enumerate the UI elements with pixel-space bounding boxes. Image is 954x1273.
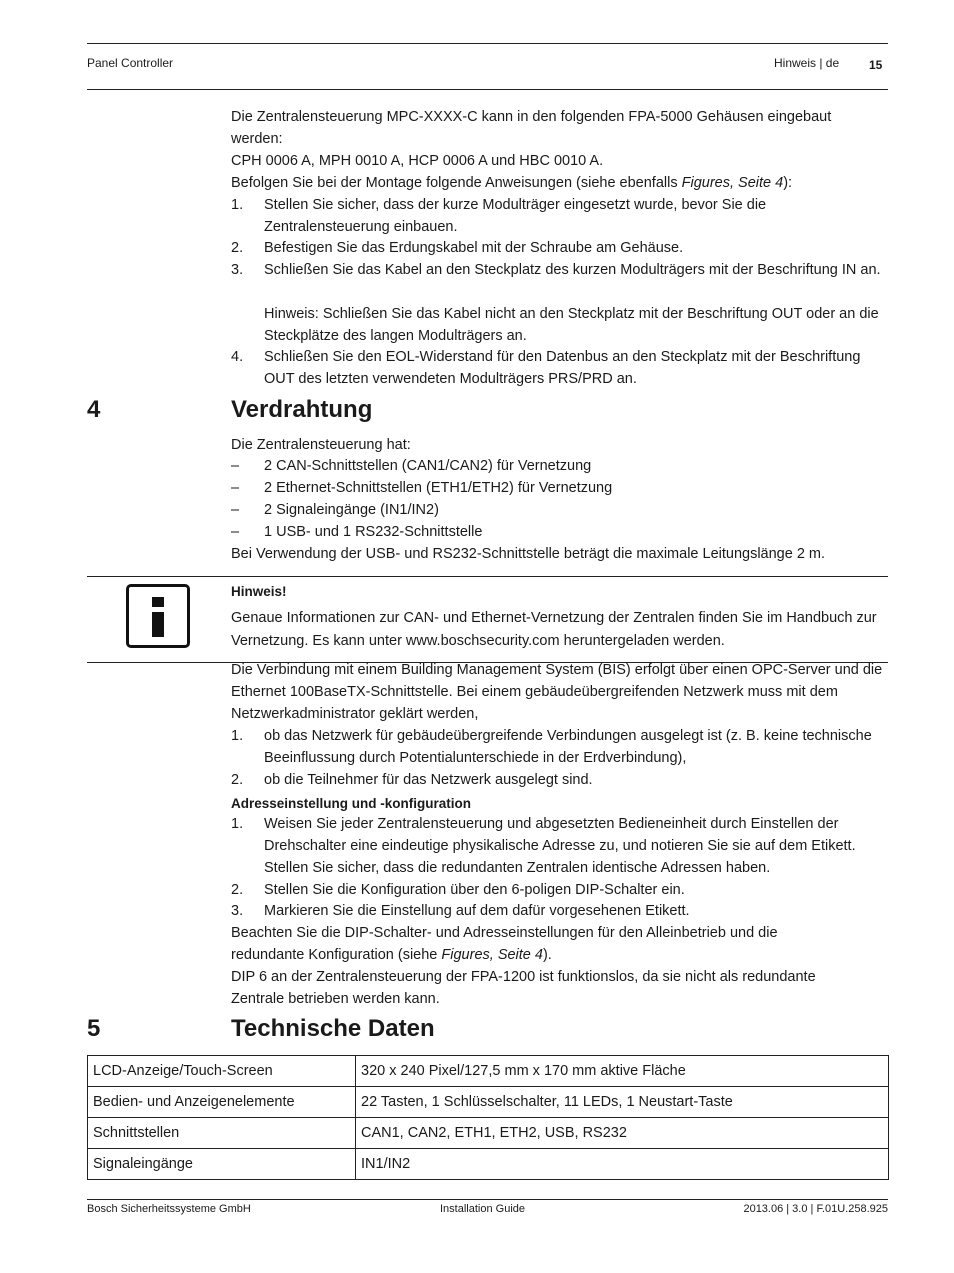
footer-company: Bosch Sicherheitssysteme GmbH bbox=[87, 1203, 251, 1215]
table-cell-value: IN1/IN2 bbox=[356, 1149, 889, 1180]
address-step-number: 3. bbox=[231, 903, 244, 919]
mounting-instruction-text: Befolgen Sie bei der Montage folgende Anweisungen (siehe ebenfalls bbox=[231, 175, 682, 191]
step-number: 3. bbox=[231, 262, 244, 278]
step-text: Stellen Sie sicher, dass der kurze Modulträger eingesetzt wurde, bevor Sie die Zentralensteuerung einbauen. bbox=[264, 197, 767, 235]
check-number: 2. bbox=[231, 772, 244, 788]
notice-top-rule bbox=[87, 576, 888, 577]
notice-text: Genaue Informationen zur CAN- und Ethernet-Vernetzung der Zentralen finden Sie im Handbuch zur Vernetzung. Es kann unter www.boschsecurity.com heruntergeladen werden. bbox=[231, 610, 877, 649]
check-text: ob die Teilnehmer für das Netzwerk ausgelegt sind. bbox=[264, 772, 593, 788]
bullet-dash: – bbox=[231, 480, 240, 496]
bullet-dash: – bbox=[231, 524, 240, 540]
check-text: ob das Netzwerk für gebäudeübergreifende Verbindungen ausgelegt ist (z. B. keine technische Beeinflussung durch Potentialunterschiede in der Erdverbindung), bbox=[264, 728, 872, 766]
mounting-instruction bbox=[231, 172, 891, 194]
notice-title: Hinweis! bbox=[231, 584, 287, 599]
table-cell-label: Schnittstellen bbox=[88, 1118, 356, 1149]
table-cell-label: Bedien- und Anzeigenelemente bbox=[88, 1087, 356, 1118]
table-row bbox=[88, 1149, 889, 1180]
intro-paragraph: Die Zentralensteuerung MPC-XXXX-C kann in den folgenden FPA-5000 Gehäusen eingebaut werden: bbox=[231, 109, 832, 147]
address-step-number: 1. bbox=[231, 816, 244, 832]
header-section-label: Hinweis | de bbox=[774, 56, 840, 70]
dip6-note: DIP 6 an der Zentralensteuerung der FPA-1200 ist funktionslos, da sie nicht als redundante Zentrale betrieben werden kann. bbox=[231, 969, 816, 1007]
bullet-text: 1 USB- und 1 RS232-Schnittstelle bbox=[264, 524, 483, 540]
wiring-lead: Die Zentralensteuerung hat: bbox=[231, 437, 411, 453]
address-step-text: Markieren Sie die Einstellung auf dem dafür vorgesehenen Etikett. bbox=[264, 903, 690, 919]
table-cell-value: CAN1, CAN2, ETH1, ETH2, USB, RS232 bbox=[356, 1118, 889, 1149]
bullet-dash: – bbox=[231, 458, 240, 474]
section-title: Technische Daten bbox=[231, 1015, 435, 1042]
section-number: 5 bbox=[87, 1015, 101, 1042]
section-title: Verdrahtung bbox=[231, 396, 373, 423]
table-cell-label: Signaleingänge bbox=[88, 1149, 356, 1180]
table-row bbox=[88, 1118, 889, 1149]
step-text: Schließen Sie den EOL-Widerstand für den Datenbus an den Steckplatz mit der Beschriftung OUT des letzten verwendeten Modulträgers PRS/PRD an. bbox=[264, 349, 861, 387]
step-number: 2. bbox=[231, 240, 244, 256]
table-row bbox=[88, 1056, 889, 1087]
figures-reference-link[interactable]: Figures, Seite 4 bbox=[681, 175, 784, 191]
address-subheading: Adresseinstellung und -konfiguration bbox=[231, 796, 472, 811]
info-icon bbox=[126, 584, 190, 648]
footer-rule bbox=[87, 1199, 888, 1200]
dip-note-end: ). bbox=[542, 947, 552, 963]
bullet-dash: – bbox=[231, 502, 240, 518]
step-note: Hinweis: Schließen Sie das Kabel nicht an den Steckplatz mit der Beschriftung OUT oder an die Steckplätze des langen Modulträgers an. bbox=[264, 306, 879, 344]
footer-version: 2013.06 | 3.0 | F.01U.258.925 bbox=[743, 1203, 888, 1215]
address-step-text: Stellen Sie die Konfiguration über den 6-poligen DIP-Schalter ein. bbox=[264, 882, 685, 898]
step-text: Schließen Sie das Kabel an den Steckplatz des kurzen Modulträgers mit der Beschriftung IN an. bbox=[264, 262, 881, 278]
header-doc-title: Panel Controller bbox=[87, 56, 174, 70]
figures-reference-link[interactable]: Figures, Seite 4 bbox=[441, 947, 543, 963]
technical-data-table bbox=[87, 1055, 889, 1180]
address-step-text: Weisen Sie jeder Zentralensteuerung und abgesetzten Bedieneinheit durch Einstellen der Drehschalter eine eindeutige physikalische Adresse zu, und notieren Sie sie auf dem Etikett. Stellen Sie sicher, dass die redundanten Zentralen identische Adressen haben. bbox=[264, 816, 856, 876]
mounting-instruction-end: ): bbox=[783, 175, 793, 191]
header-top-rule bbox=[87, 43, 888, 44]
step-number: 4. bbox=[231, 349, 244, 365]
table-cell-value: 22 Tasten, 1 Schlüsselschalter, 11 LEDs, 1 Neustart-Taste bbox=[356, 1087, 889, 1118]
section-number: 4 bbox=[87, 396, 101, 423]
housing-list: CPH 0006 A, MPH 0010 A, HCP 0006 A und HBC 0010 A. bbox=[231, 153, 604, 169]
table-cell-label: LCD-Anzeige/Touch-Screen bbox=[88, 1056, 356, 1087]
bis-paragraph: Die Verbindung mit einem Building Management System (BIS) erfolgt über einen OPC-Server und die Ethernet 100BaseTX-Schnittstelle. Bei einem gebäudeübergreifenden Netzwerk muss mit dem Netzwerkadministrator geklärt werden, bbox=[231, 662, 883, 722]
dip-note bbox=[231, 922, 831, 966]
check-number: 1. bbox=[231, 728, 244, 744]
cable-length-note: Bei Verwendung der USB- und RS232-Schnittstelle beträgt die maximale Leitungslänge 2 m. bbox=[231, 546, 826, 562]
table-cell-value: 320 x 240 Pixel/127,5 mm x 170 mm aktive Fläche bbox=[356, 1056, 889, 1087]
header-bottom-rule bbox=[87, 89, 888, 90]
step-number: 1. bbox=[231, 197, 244, 213]
page-number: 15 bbox=[869, 58, 883, 72]
table-row bbox=[88, 1087, 889, 1118]
bullet-text: 2 Signaleingänge (IN1/IN2) bbox=[264, 502, 439, 518]
step-text: Befestigen Sie das Erdungskabel mit der Schraube am Gehäuse. bbox=[264, 240, 684, 256]
address-step-number: 2. bbox=[231, 882, 244, 898]
footer-doc-type: Installation Guide bbox=[440, 1203, 525, 1215]
bullet-text: 2 CAN-Schnittstellen (CAN1/CAN2) für Vernetzung bbox=[264, 458, 592, 474]
dip-note-text: Beachten Sie die DIP-Schalter- und Adresseinstellungen für den Alleinbetrieb und die redundante Konfiguration (siehe bbox=[231, 925, 778, 963]
bullet-text: 2 Ethernet-Schnittstellen (ETH1/ETH2) für Vernetzung bbox=[264, 480, 613, 496]
